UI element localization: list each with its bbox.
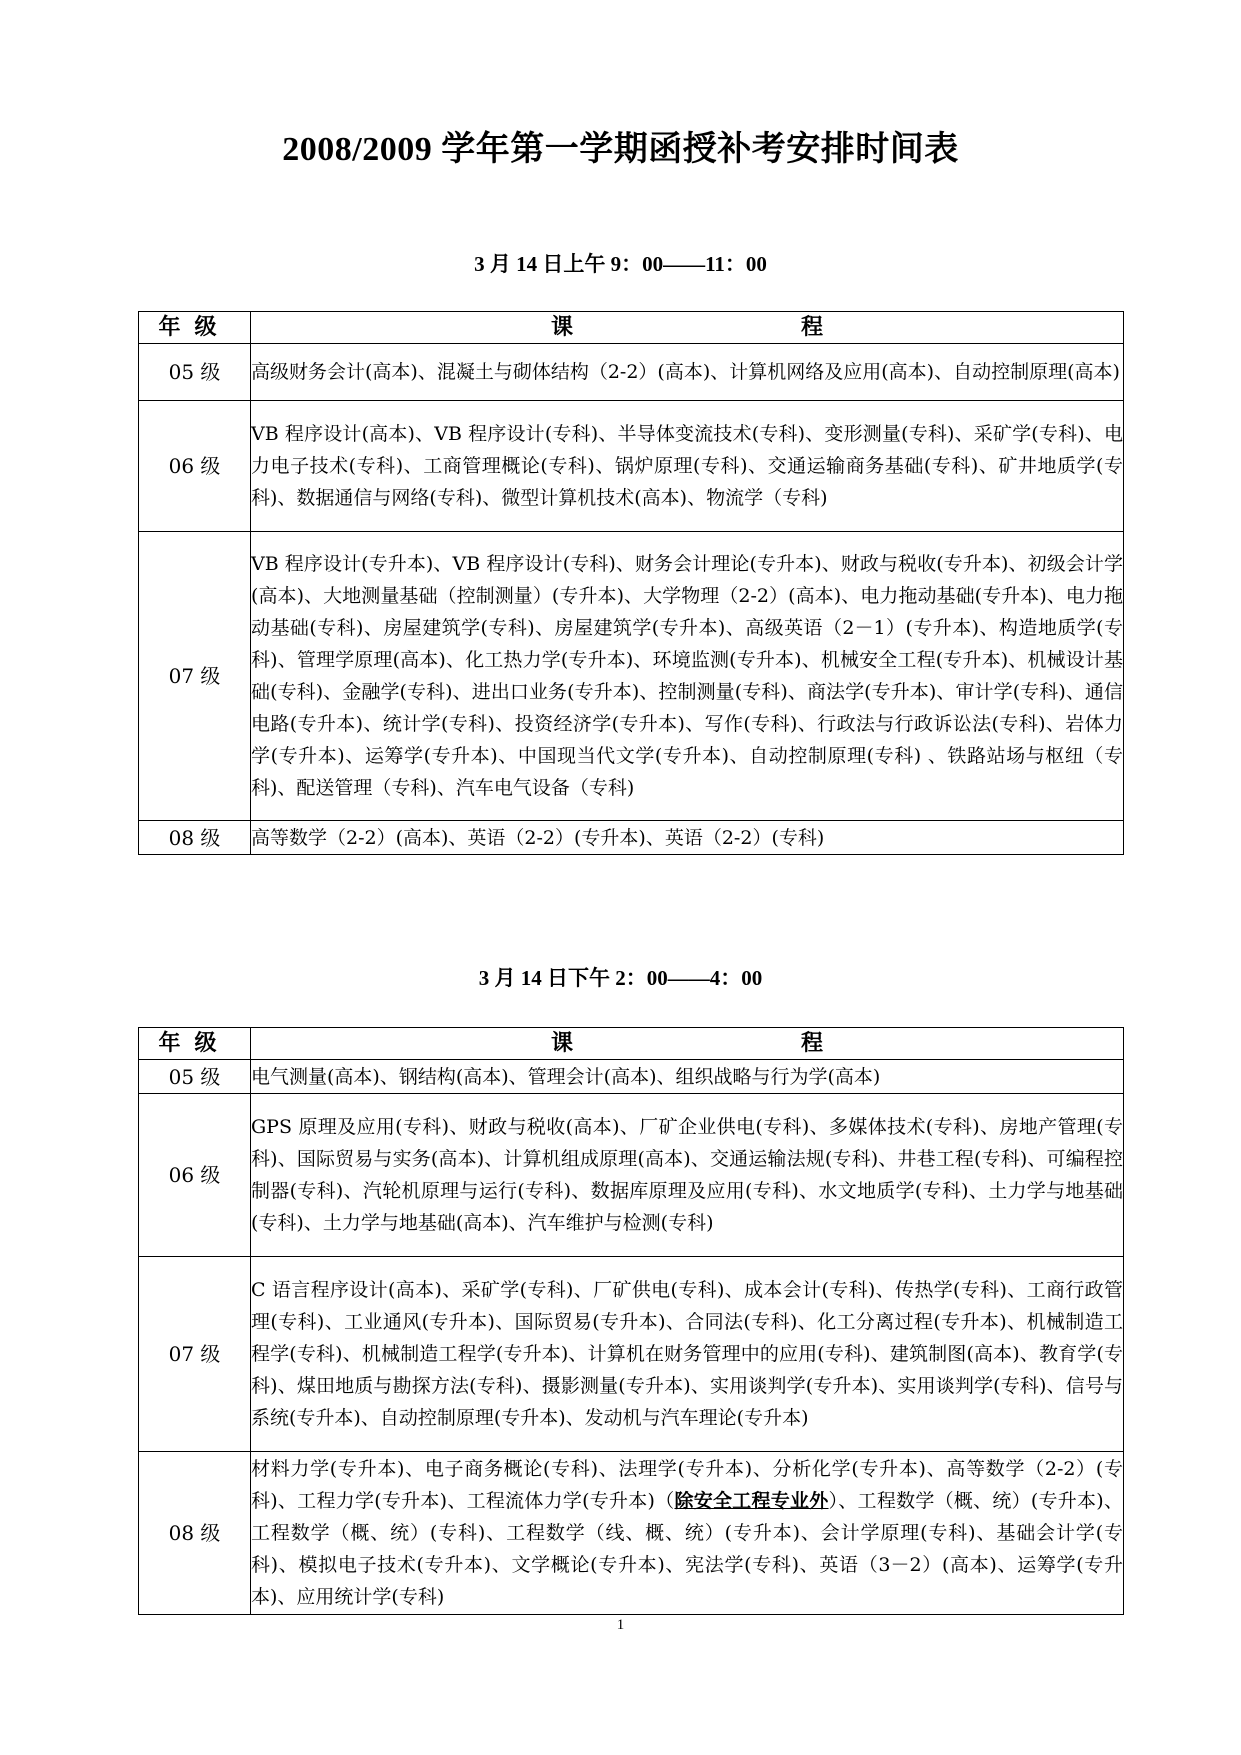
grade-cell: 07 级	[139, 532, 251, 821]
course-header-left-char: 课	[551, 1030, 574, 1056]
course-header-right-char: 程	[800, 314, 823, 340]
grade-cell: 08 级	[139, 821, 251, 855]
grade-column-header: 年级	[139, 1028, 251, 1060]
course-column-header	[251, 312, 1124, 344]
table-row	[139, 821, 1124, 855]
courses-cell: C 语言程序设计(高本)、采矿学(专科)、厂矿供电(专科)、成本会计(专科)、传热学(专科)、工商行政管理(专科)、工业通风(专升本)、国际贸易(专升本)、合同法(专科)、化工分离过程(专升本)、机械制造工程学(专科)、机械制造工程学(专升本)、计算机在财务管理中的应用(专科)、建筑制图(高本)、教育学(专科)、煤田地质与勘探方法(专科)、摄影测量(专升本)、实用谈判学(专升本)、实用谈判学(专科)、信号与系统(专升本)、自动控制原理(专升本)、发动机与汽车理论(专升本)	[251, 1257, 1124, 1452]
page-number: 1	[616, 1617, 625, 1633]
table-row	[139, 1060, 1124, 1094]
table-row	[139, 1452, 1124, 1615]
table-row	[139, 401, 1124, 532]
schedule-table-afternoon	[138, 1027, 1124, 1615]
table-row	[139, 532, 1124, 821]
courses-cell: 电气测量(高本)、钢结构(高本)、管理会计(高本)、组织战略与行为学(高本)	[251, 1060, 1124, 1094]
grade-cell: 06 级	[139, 1094, 251, 1257]
table-row	[139, 1094, 1124, 1257]
schedule-table-morning	[138, 311, 1124, 855]
table-row	[139, 1257, 1124, 1452]
emphasized-note: 除安全工程专业外	[674, 1490, 829, 1512]
courses-text-before: 材料力学(专升本)、电子商务概论(专科)、法理学(专升本)、分析化学(专升本)、高等数学（2-2）(专科)、工程力学(专升本)、工程流体力学(专升本)（	[251, 1458, 1123, 1512]
course-header-left-char: 课	[551, 314, 574, 340]
table-row	[139, 344, 1124, 401]
table-header-row	[139, 312, 1124, 344]
courses-cell: VB 程序设计(高本)、VB 程序设计(专科)、半导体变流技术(专科)、变形测量(专科)、采矿学(专科)、电力电子技术(专科)、工商管理概论(专科)、锅炉原理(专科)、交通运输商务基础(专科)、矿井地质学(专科)、数据通信与网络(专科)、微型计算机技术(高本)、物流学（专科)	[251, 401, 1124, 532]
courses-text-after: ）、工程数学（概、统）(专升本)、工程数学（概、统）(专科)、工程数学（线、概、统）(专升本)、会计学原理(专科)、基础会计学(专科)、模拟电子技术(专升本)、文学概论(专升本)、宪法学(专科)、英语（3－2）(高本)、运筹学(专升本)、应用统计学(专科)	[251, 1490, 1123, 1608]
courses-cell	[251, 1452, 1124, 1615]
document-title: 2008/2009 学年第一学期函授补考安排时间表	[282, 131, 959, 168]
courses-cell: 高等数学（2-2）(高本)、英语（2-2）(专升本)、英语（2-2）(专科)	[251, 821, 1124, 855]
course-header-right-char: 程	[800, 1030, 823, 1056]
grade-cell: 08 级	[139, 1452, 251, 1615]
course-column-header	[251, 1028, 1124, 1060]
grade-cell: 05 级	[139, 1060, 251, 1094]
courses-cell: VB 程序设计(专升本)、VB 程序设计(专科)、财务会计理论(专升本)、财政与税收(专升本)、初级会计学(高本)、大地测量基础（控制测量）(专升本)、大学物理（2-2）(高本)、电力拖动基础(专升本)、电力拖动基础(专科)、房屋建筑学(专科)、房屋建筑学(专升本)、高级英语（2－1）(专升本)、构造地质学(专科)、管理学原理(高本)、化工热力学(专升本)、环境监测(专升本)、机械安全工程(专升本)、机械设计基础(专科)、金融学(专科)、进出口业务(专升本)、控制测量(专科)、商法学(专升本)、审计学(专科)、通信电路(专升本)、统计学(专科)、投资经济学(专升本)、写作(专科)、行政法与行政诉讼法(专科)、岩体力学(专升本)、运筹学(专升本)、中国现当代文学(专升本)、自动控制原理(专科) 、铁路站场与枢纽（专科)、配送管理（专科)、汽车电气设备（专科)	[251, 532, 1124, 821]
courses-cell: 高级财务会计(高本)、混凝土与砌体结构（2-2）(高本)、计算机网络及应用(高本)、自动控制原理(高本)	[251, 344, 1124, 401]
grade-cell: 05 级	[139, 344, 251, 401]
table-header-row	[139, 1028, 1124, 1060]
session-title-morning: 3 月 14 日上午 9：00——11：00	[474, 252, 767, 276]
courses-cell: GPS 原理及应用(专科)、财政与税收(高本)、厂矿企业供电(专科)、多媒体技术(专科)、房地产管理(专科)、国际贸易与实务(高本)、计算机组成原理(高本)、交通运输法规(专科)、井巷工程(专科)、可编程控制器(专科)、汽轮机原理与运行(专科)、数据库原理及应用(专科)、水文地质学(专科)、土力学与地基础(专科)、土力学与地基础(高本)、汽车维护与检测(专科)	[251, 1094, 1124, 1257]
grade-cell: 06 级	[139, 401, 251, 532]
session-title-afternoon: 3 月 14 日下午 2：00——4：00	[478, 966, 763, 990]
grade-cell: 07 级	[139, 1257, 251, 1452]
grade-column-header: 年级	[139, 312, 251, 344]
